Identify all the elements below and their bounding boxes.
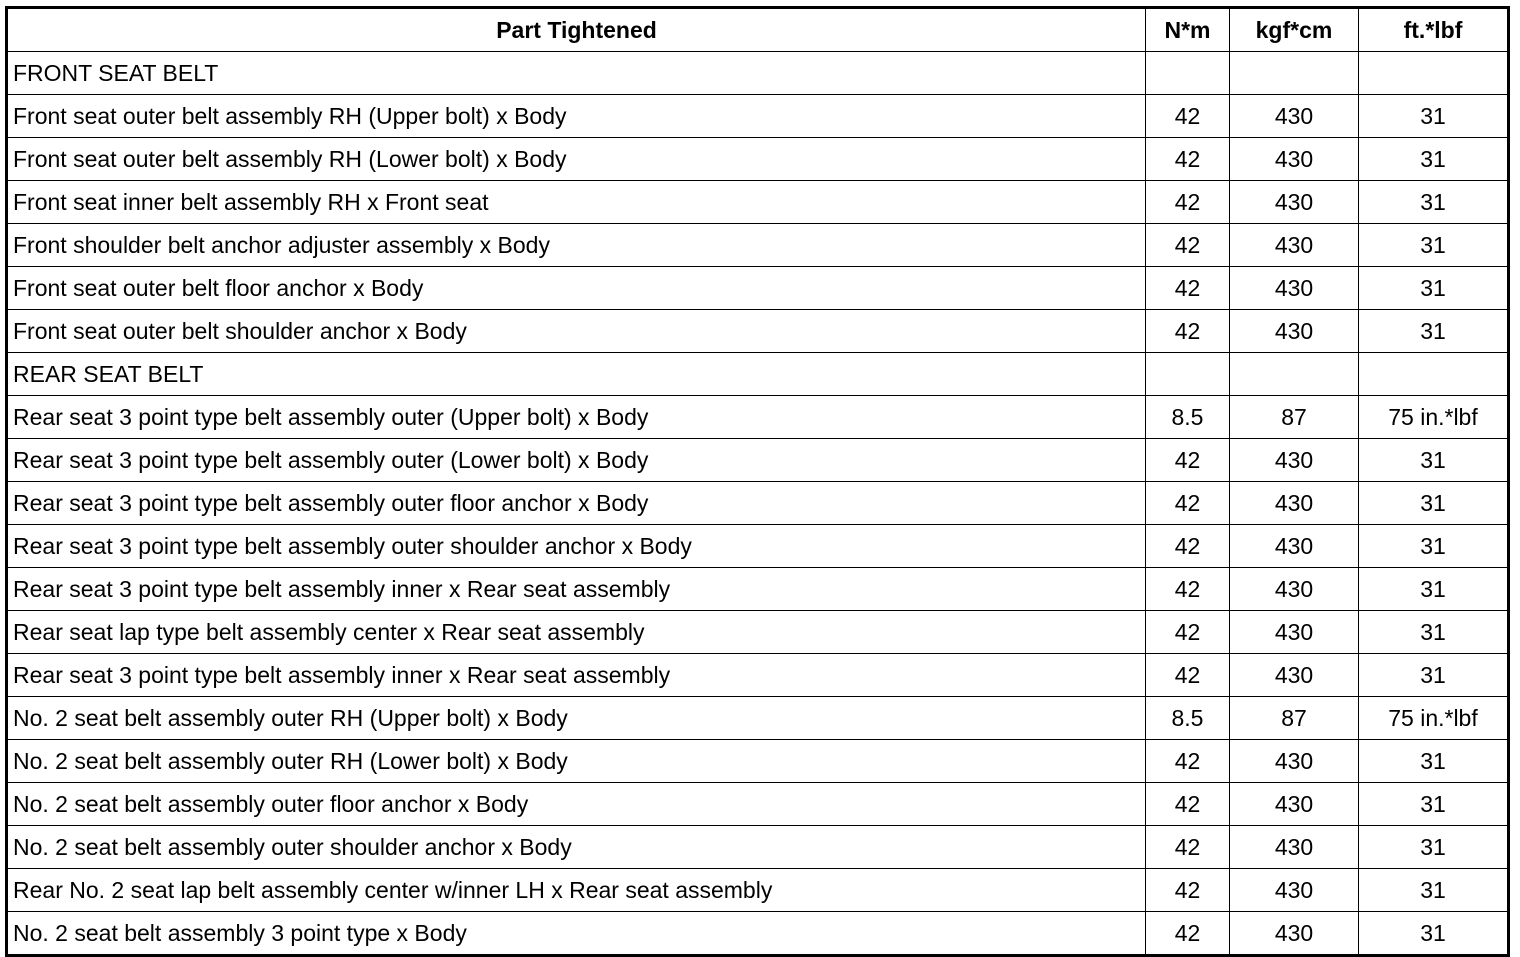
nm-cell: 42 [1146,826,1230,869]
table-row [7,95,1509,138]
ft-lbf-cell: 31 [1359,654,1509,697]
header-ft-lbf: ft.*lbf [1359,8,1509,52]
table-row [7,697,1509,740]
kgf-cm-cell: 430 [1230,267,1359,310]
table-row [7,224,1509,267]
part-cell: Rear seat 3 point type belt assembly outer (Upper bolt) x Body [7,396,1146,439]
kgf-cm-cell: 430 [1230,525,1359,568]
table-row [7,525,1509,568]
nm-cell: 42 [1146,654,1230,697]
part-cell: Rear seat 3 point type belt assembly outer shoulder anchor x Body [7,525,1146,568]
kgf-cm-cell: 430 [1230,912,1359,956]
table-row [7,482,1509,525]
kgf-cm-cell: 430 [1230,611,1359,654]
ft-lbf-cell: 31 [1359,310,1509,353]
ft-lbf-cell: 31 [1359,224,1509,267]
table-row [7,740,1509,783]
nm-cell: 42 [1146,181,1230,224]
ft-lbf-cell: 31 [1359,181,1509,224]
table-row [7,826,1509,869]
kgf-cm-cell: 430 [1230,654,1359,697]
kgf-cm-cell [1230,353,1359,396]
ft-lbf-cell: 31 [1359,439,1509,482]
nm-cell: 42 [1146,439,1230,482]
nm-cell: 8.5 [1146,697,1230,740]
table-row [7,912,1509,956]
ft-lbf-cell: 31 [1359,482,1509,525]
kgf-cm-cell: 430 [1230,439,1359,482]
nm-cell [1146,353,1230,396]
ft-lbf-cell: 31 [1359,267,1509,310]
ft-lbf-cell: 31 [1359,611,1509,654]
kgf-cm-cell: 430 [1230,181,1359,224]
header-row [7,8,1509,52]
ft-lbf-cell: 31 [1359,740,1509,783]
table-row [7,869,1509,912]
kgf-cm-cell: 430 [1230,826,1359,869]
part-cell: No. 2 seat belt assembly 3 point type x Body [7,912,1146,956]
nm-cell: 42 [1146,912,1230,956]
ft-lbf-cell: 31 [1359,869,1509,912]
kgf-cm-cell: 430 [1230,568,1359,611]
ft-lbf-cell: 31 [1359,783,1509,826]
table-row [7,181,1509,224]
nm-cell: 42 [1146,525,1230,568]
table-body [7,52,1509,956]
part-cell: REAR SEAT BELT [7,353,1146,396]
ft-lbf-cell: 31 [1359,568,1509,611]
part-cell: No. 2 seat belt assembly outer RH (Lower bolt) x Body [7,740,1146,783]
part-cell: Rear seat lap type belt assembly center x Rear seat assembly [7,611,1146,654]
nm-cell: 8.5 [1146,396,1230,439]
kgf-cm-cell [1230,52,1359,95]
kgf-cm-cell: 430 [1230,783,1359,826]
kgf-cm-cell: 430 [1230,740,1359,783]
nm-cell: 42 [1146,138,1230,181]
table-row [7,568,1509,611]
table-row [7,310,1509,353]
header-nm: N*m [1146,8,1230,52]
table-row [7,353,1509,396]
header-kgf-cm: kgf*cm [1230,8,1359,52]
ft-lbf-cell: 31 [1359,138,1509,181]
kgf-cm-cell: 87 [1230,697,1359,740]
ft-lbf-cell: 31 [1359,912,1509,956]
nm-cell: 42 [1146,869,1230,912]
kgf-cm-cell: 87 [1230,396,1359,439]
part-cell: Front seat outer belt floor anchor x Body [7,267,1146,310]
kgf-cm-cell: 430 [1230,95,1359,138]
part-cell: Rear seat 3 point type belt assembly inner x Rear seat assembly [7,654,1146,697]
nm-cell: 42 [1146,611,1230,654]
nm-cell: 42 [1146,95,1230,138]
nm-cell: 42 [1146,740,1230,783]
kgf-cm-cell: 430 [1230,138,1359,181]
ft-lbf-cell: 31 [1359,525,1509,568]
ft-lbf-cell: 31 [1359,95,1509,138]
part-cell: No. 2 seat belt assembly outer floor anchor x Body [7,783,1146,826]
header-part-tightened: Part Tightened [7,8,1146,52]
kgf-cm-cell: 430 [1230,310,1359,353]
table-row [7,138,1509,181]
nm-cell: 42 [1146,310,1230,353]
kgf-cm-cell: 430 [1230,482,1359,525]
part-cell: No. 2 seat belt assembly outer shoulder anchor x Body [7,826,1146,869]
table-row [7,396,1509,439]
table-row [7,783,1509,826]
part-cell: FRONT SEAT BELT [7,52,1146,95]
kgf-cm-cell: 430 [1230,869,1359,912]
table-row [7,267,1509,310]
part-cell: Rear No. 2 seat lap belt assembly center w/inner LH x Rear seat assembly [7,869,1146,912]
nm-cell: 42 [1146,783,1230,826]
part-cell: Front seat outer belt assembly RH (Upper bolt) x Body [7,95,1146,138]
nm-cell: 42 [1146,568,1230,611]
ft-lbf-cell: 31 [1359,826,1509,869]
ft-lbf-cell [1359,52,1509,95]
part-cell: Front shoulder belt anchor adjuster assembly x Body [7,224,1146,267]
nm-cell [1146,52,1230,95]
part-cell: Rear seat 3 point type belt assembly outer (Lower bolt) x Body [7,439,1146,482]
ft-lbf-cell [1359,353,1509,396]
part-cell: Front seat outer belt shoulder anchor x Body [7,310,1146,353]
nm-cell: 42 [1146,267,1230,310]
part-cell: Front seat inner belt assembly RH x Front seat [7,181,1146,224]
table-row [7,654,1509,697]
part-cell: Front seat outer belt assembly RH (Lower bolt) x Body [7,138,1146,181]
nm-cell: 42 [1146,482,1230,525]
table-row [7,611,1509,654]
table-row [7,439,1509,482]
part-cell: Rear seat 3 point type belt assembly outer floor anchor x Body [7,482,1146,525]
table-row [7,52,1509,95]
nm-cell: 42 [1146,224,1230,267]
part-cell: No. 2 seat belt assembly outer RH (Upper bolt) x Body [7,697,1146,740]
kgf-cm-cell: 430 [1230,224,1359,267]
torque-spec-table [5,6,1510,957]
ft-lbf-cell: 75 in.*lbf [1359,396,1509,439]
ft-lbf-cell: 75 in.*lbf [1359,697,1509,740]
part-cell: Rear seat 3 point type belt assembly inner x Rear seat assembly [7,568,1146,611]
